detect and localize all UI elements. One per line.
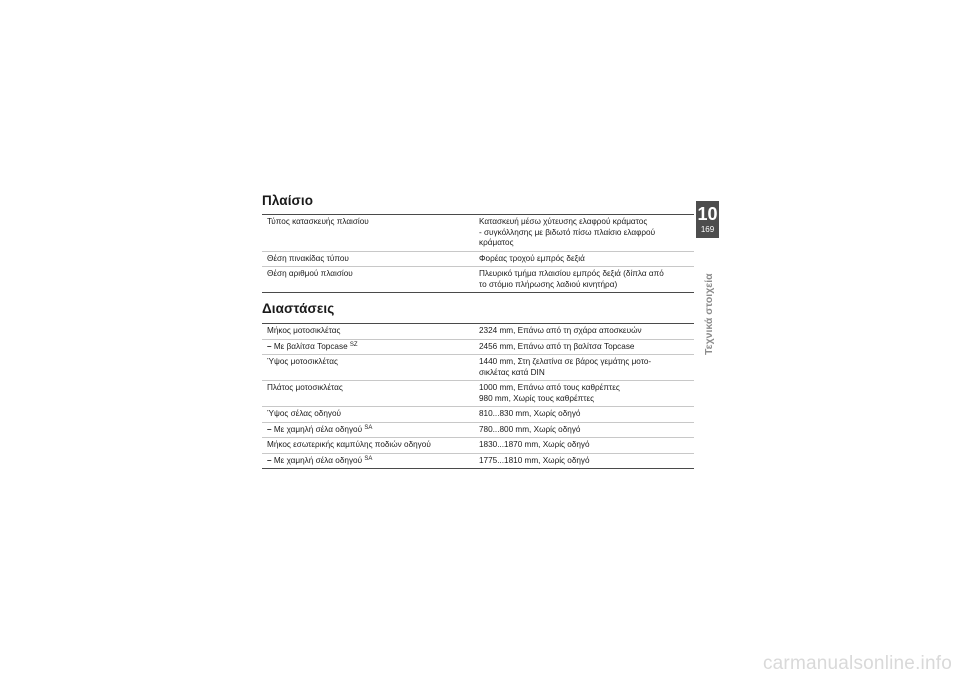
section-title-frame: Πλαίσιο [262, 193, 314, 208]
spec-key [262, 453, 474, 469]
spec-value: 1830...1870 mm, Χωρίς οδηγό [474, 438, 694, 454]
spec-key: Θέση πινακίδας τύπου [262, 251, 474, 267]
spec-value: 810...830 mm, Χωρίς οδηγό [474, 407, 694, 423]
table-row [262, 381, 694, 407]
spec-value: 2456 mm, Επάνω από τη βαλίτσα Topcase [474, 339, 694, 355]
row-dash: – [267, 424, 272, 434]
key-text: Με χαμηλή σέλα οδηγού [273, 455, 363, 465]
spec-value: Κατασκευή μέσω χύτευσης ελαφρού κράματος - συγκόλλησης με βιδωτό πίσω πλαίσιο ελαφρού κράματος [474, 215, 694, 252]
table-row [262, 267, 694, 293]
key-text: Με χαμηλή σέλα οδηγού [273, 424, 363, 434]
table-row [262, 251, 694, 267]
option-code: SA [364, 455, 373, 462]
key-text: Πλάτος μοτοσικλέτας [267, 383, 343, 392]
page-number: 169 [700, 225, 715, 234]
spec-value: 1000 mm, Επάνω από τους καθρέπτες 980 mm, Χωρίς τους καθρέπτες [474, 381, 694, 407]
chapter-number: 10 [697, 204, 718, 224]
watermark: carmanualsonline.info [762, 653, 952, 674]
table-row [262, 407, 694, 423]
spec-key [262, 381, 474, 407]
key-text: Με βαλίτσα Topcase [273, 341, 348, 351]
table-row [262, 215, 694, 252]
spec-value: 780...800 mm, Χωρίς οδηγό [474, 422, 694, 438]
spec-key [262, 422, 474, 438]
key-text: Ύψος μοτοσικλέτας [267, 357, 338, 366]
table-row [262, 438, 694, 454]
spec-value: 1440 mm, Στη ζελατίνα σε βάρος γεμάτης μοτο- σικλέτας κατά DIN [474, 355, 694, 381]
spec-key [262, 339, 474, 355]
spec-key: Θέση αριθμού πλαισίου [262, 267, 474, 293]
section-title-dimensions: Διαστάσεις [262, 301, 335, 316]
table-row [262, 324, 694, 340]
spec-key [262, 438, 474, 454]
spec-key [262, 355, 474, 381]
spec-key [262, 407, 474, 423]
spec-key: Τύπος κατασκευής πλαισίου [262, 215, 474, 252]
spec-value: Φορέας τροχού εμπρός δεξιά [474, 251, 694, 267]
frame-spec-table [262, 214, 694, 293]
table-row [262, 339, 694, 355]
spec-key [262, 324, 474, 340]
row-dash: – [267, 341, 272, 351]
key-text: Μήκος μοτοσικλέτας [267, 326, 341, 335]
row-dash: – [267, 455, 272, 465]
key-text: Μήκος εσωτερικής καμπύλης ποδιών οδηγού [267, 440, 431, 449]
key-text: Ύψος σέλας οδηγού [267, 409, 342, 418]
spec-value: 1775...1810 mm, Χωρίς οδηγό [474, 453, 694, 469]
chapter-marker [696, 201, 719, 238]
spec-value: Πλευρικό τμήμα πλαισίου εμπρός δεξιά (δίπλα από το στόμιο πλήρωσης λαδιού κινητήρα) [474, 267, 694, 293]
table-row [262, 422, 694, 438]
table-row [262, 453, 694, 469]
option-code: SA [364, 424, 373, 431]
chapter-title: Τεχνικά στοιχεία [703, 273, 715, 355]
dimensions-spec-table [262, 323, 694, 469]
option-code: SZ [349, 341, 358, 348]
table-row [262, 355, 694, 381]
page-content [262, 193, 690, 469]
spec-value: 2324 mm, Επάνω από τη σχάρα αποσκευών [474, 324, 694, 340]
